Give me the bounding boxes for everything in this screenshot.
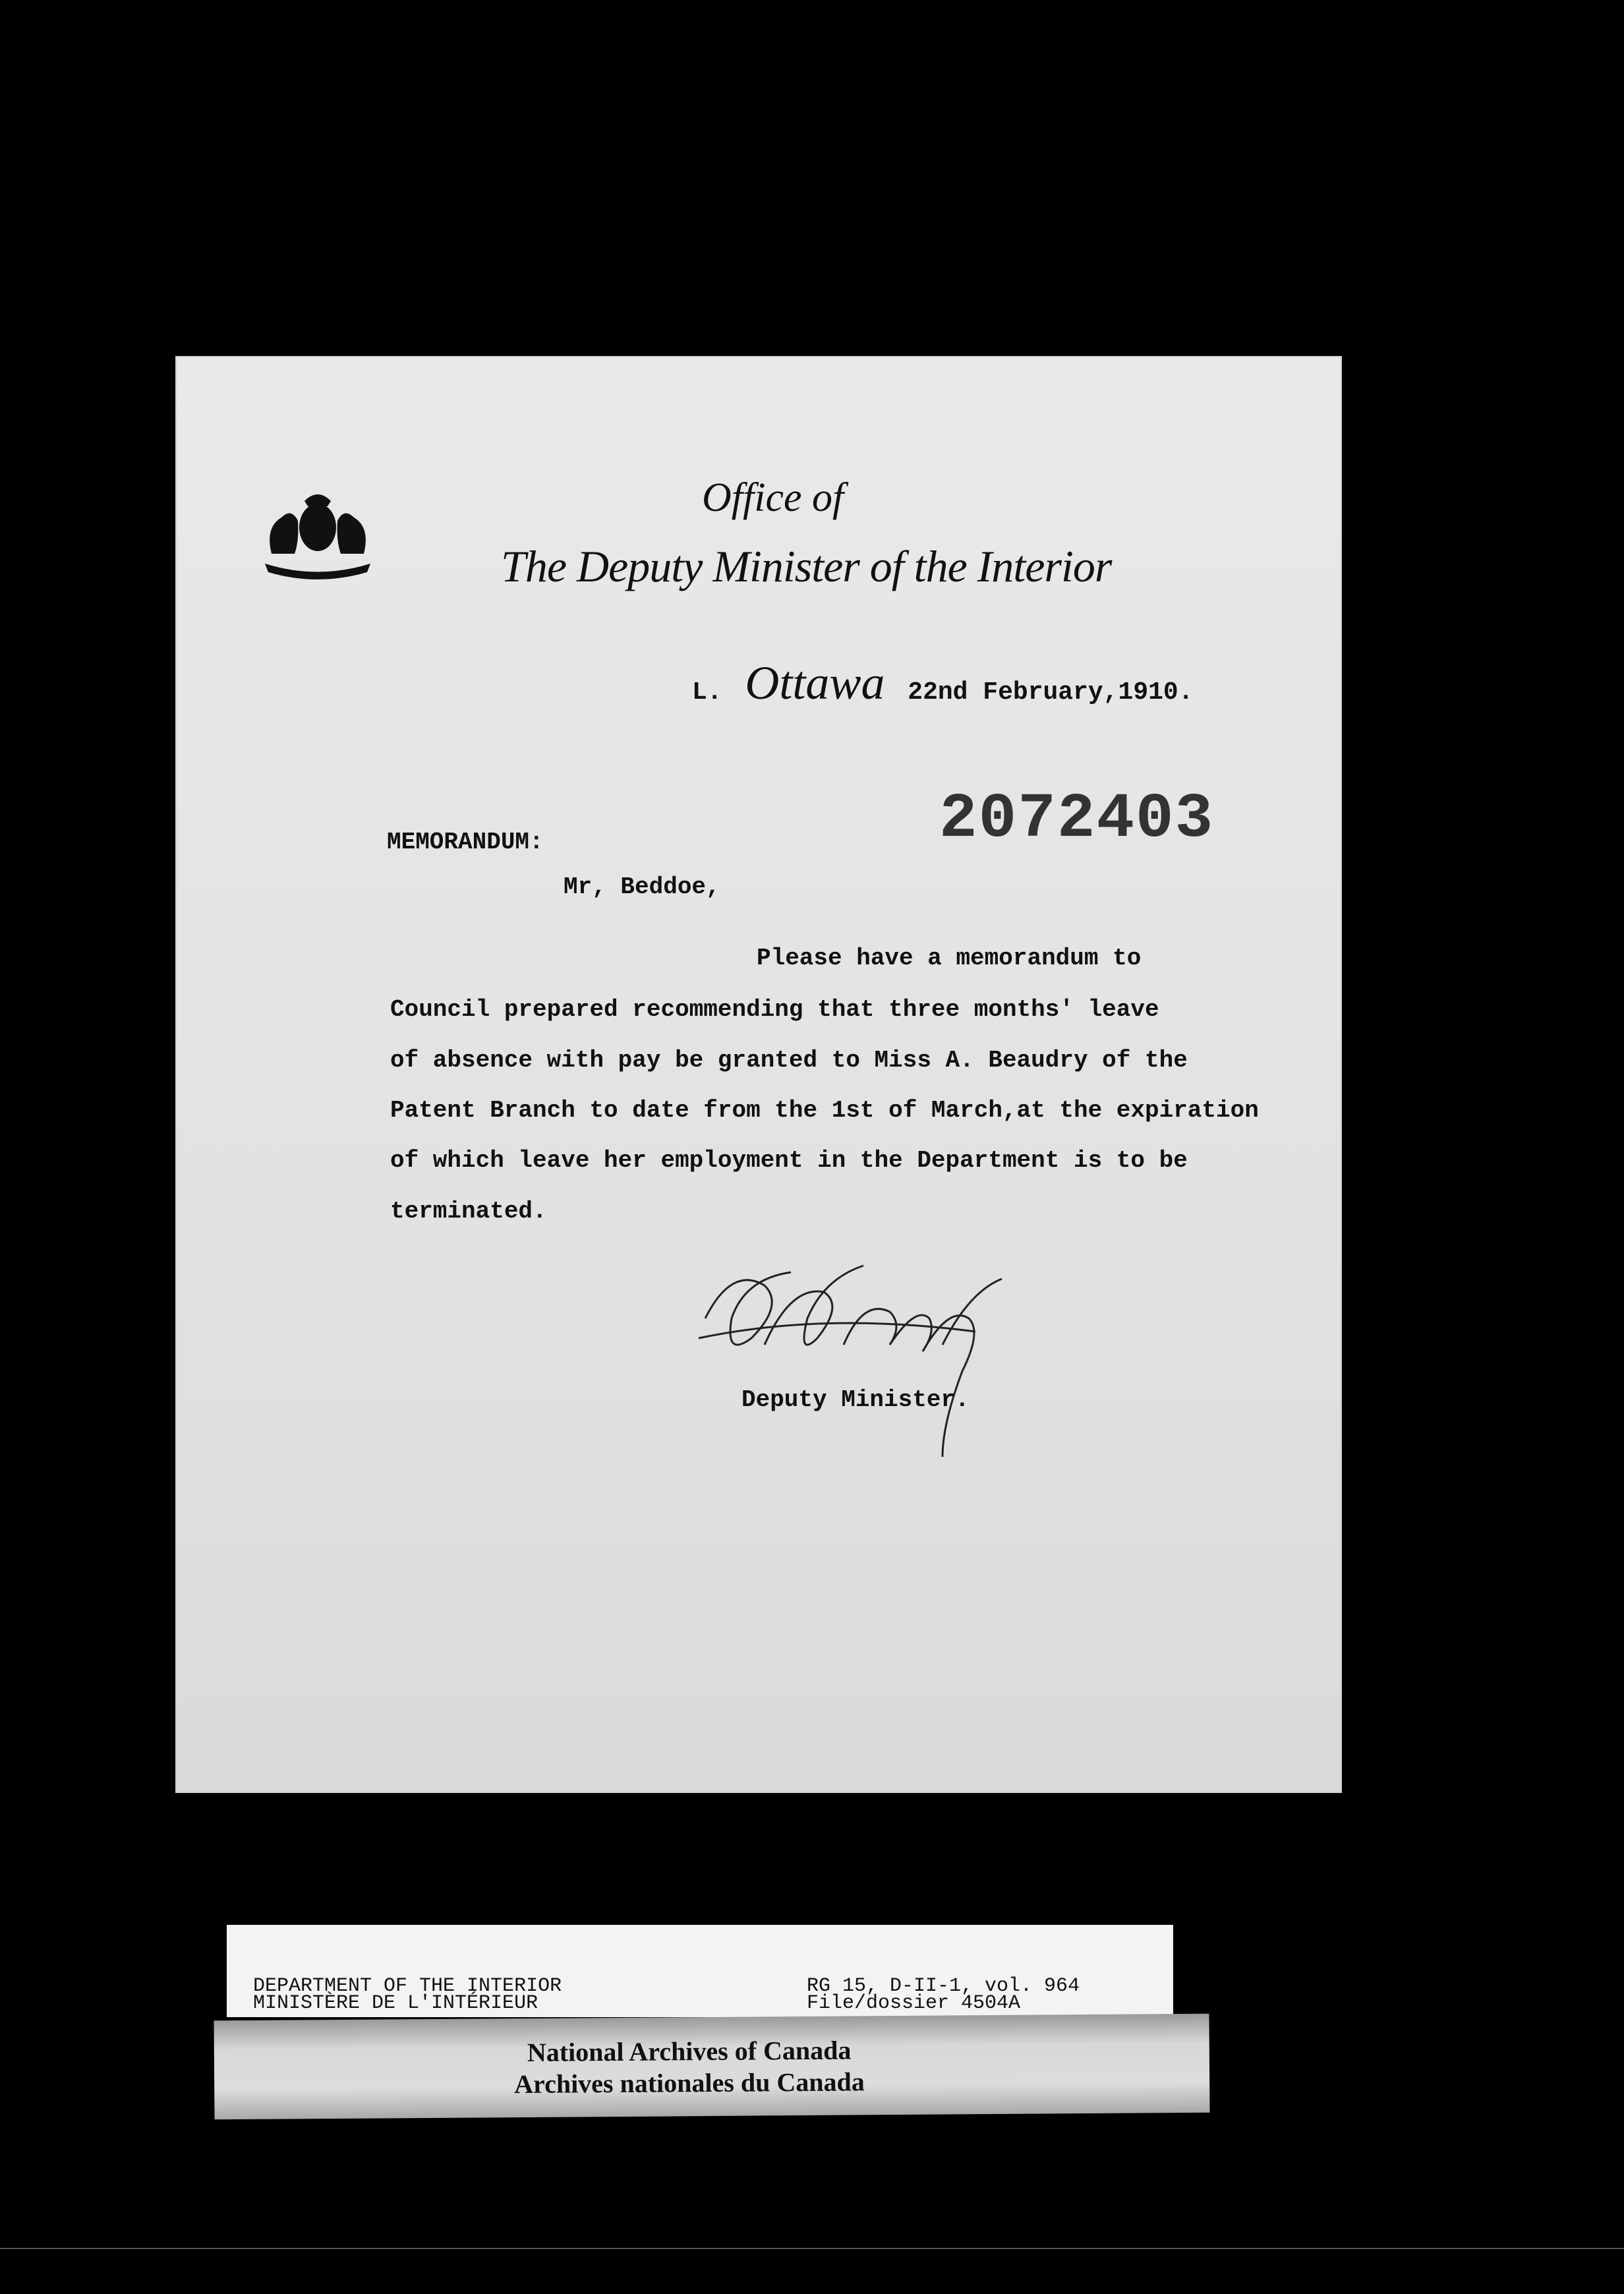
memo-addressee: Mr, Beddoe, <box>564 873 720 900</box>
dateline-prefix: L. <box>692 678 722 707</box>
memo-body-line: Patent Branch to date from the 1st of March,at the expiration <box>390 1097 1259 1124</box>
stamped-number: 2072403 <box>939 783 1215 855</box>
watermark <box>1239 501 1345 1753</box>
bottom-rule <box>0 2248 1624 2249</box>
archives-name-french: Archives nationales du Canada <box>514 2067 865 2100</box>
memo-body-line: Please have a memorandum to <box>757 945 1142 972</box>
memo-body-line: Council prepared recommending that three months' leave <box>390 996 1159 1023</box>
department-english: DEPARTMENT OF THE INTERIOR <box>253 1975 562 1997</box>
memo-body-line: of which leave her employment in the Department is to be <box>390 1147 1188 1174</box>
archives-name-english: National Archives of Canada <box>527 2035 852 2067</box>
department-french: MINISTÈRE DE L'INTÉRIEUR <box>253 1992 538 2015</box>
royal-crest-icon <box>258 481 377 587</box>
archives-name <box>514 2034 865 2100</box>
archival-reference-label <box>227 1925 1173 2017</box>
national-archives-strip <box>214 2014 1209 2120</box>
memo-body-line: of absence with pay be granted to Miss A. Beaudry of the <box>390 1047 1188 1074</box>
handwritten-signature <box>692 1239 1048 1490</box>
record-group-reference: RG 15, D-II-1, vol. 964 <box>807 1975 1080 1997</box>
signature-title: Deputy Minister. <box>741 1386 970 1413</box>
office-of-text: Office of <box>702 475 844 520</box>
dateline-date: 22nd February,1910. <box>908 678 1194 707</box>
memo-body-line: terminated. <box>390 1198 547 1225</box>
dateline-city: Ottawa <box>745 657 885 709</box>
office-title: The Deputy Minister of the Interior <box>501 541 1112 591</box>
dateline <box>692 656 1194 711</box>
memo-heading: MEMORANDUM: <box>387 829 544 856</box>
file-reference: File/dossier 4504A <box>807 1992 1021 2015</box>
